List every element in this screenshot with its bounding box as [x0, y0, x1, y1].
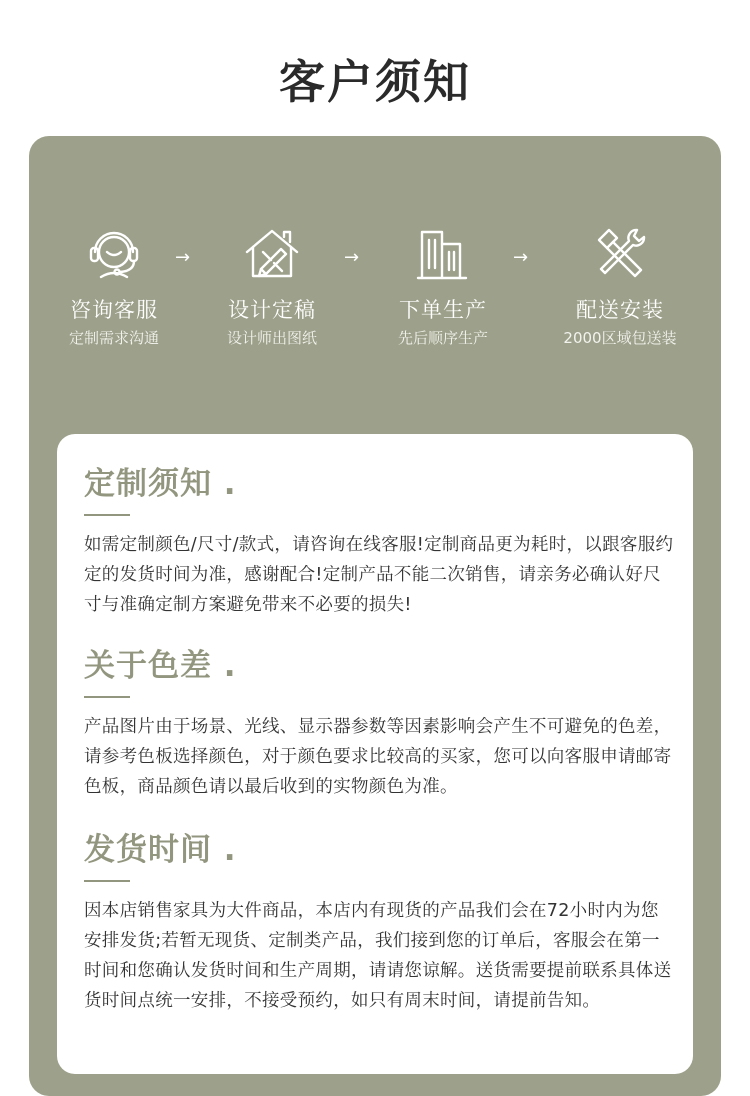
section-body: 因本店销售家具为大件商品，本店内有现货的产品我们会在72小时内为您安排发货;若暂无现货、定制类产品，我们接到您的订单后，客服会在第一时间和您确认发货时间和生产周期，请请您谅解。送货需要提前联系具体送货时间点统一安排，不接受预约，如只有周末时间，请提前告知。	[84, 901, 672, 1011]
section-body: 产品图片由于场景、光线、显示器参数等因素影响会产生不可避免的色差，请参考色板选择颜色，对于颜色要求比较高的买家，您可以向客服申请邮寄色板，商品颜色请以最后收到的实物颜色为准。	[84, 717, 672, 797]
house-design-icon	[241, 222, 303, 284]
section-custom	[84, 464, 674, 620]
step-subtitle: 先后顺序生产	[397, 329, 488, 347]
page-title: 客户须知	[279, 55, 471, 109]
arrow-icon: →	[344, 247, 360, 268]
section-title: 关于色差 .	[84, 648, 237, 684]
step-title: 咨询客服	[70, 298, 158, 322]
step-title: 配送安装	[576, 298, 664, 322]
step-subtitle: 设计师出图纸	[226, 329, 317, 347]
step-subtitle: 定制需求沟通	[68, 329, 159, 347]
arrow-icon: →	[175, 247, 191, 268]
factory-building-icon	[412, 222, 474, 284]
section-title: 发货时间 .	[84, 832, 237, 868]
section-body: 如需定制颜色/尺寸/款式，请咨询在线客服!定制商品更为耗时，以跟客服约定的发货时间为准，感谢配合!定制产品不能二次销售，请亲务必确认好尺寸与准确定制方案避免带来不必要的损失!	[84, 535, 674, 615]
step-produce	[358, 222, 528, 348]
tools-icon	[589, 222, 651, 284]
section-title: 定制须知 .	[84, 466, 237, 502]
arrow-icon: →	[513, 247, 529, 268]
step-subtitle: 2000区域包送装	[563, 329, 677, 347]
step-deliver	[535, 222, 705, 348]
step-consult	[29, 222, 199, 348]
section-divider	[84, 514, 130, 516]
process-steps	[29, 222, 721, 362]
step-title: 下单生产	[399, 298, 487, 322]
section-color-diff	[84, 646, 674, 802]
section-divider	[84, 880, 130, 882]
section-shipping	[84, 830, 674, 1016]
customer-service-icon	[83, 222, 145, 284]
notice-card	[57, 434, 693, 1074]
section-divider	[84, 696, 130, 698]
step-design	[187, 222, 360, 348]
step-title: 设计定稿	[228, 298, 316, 322]
